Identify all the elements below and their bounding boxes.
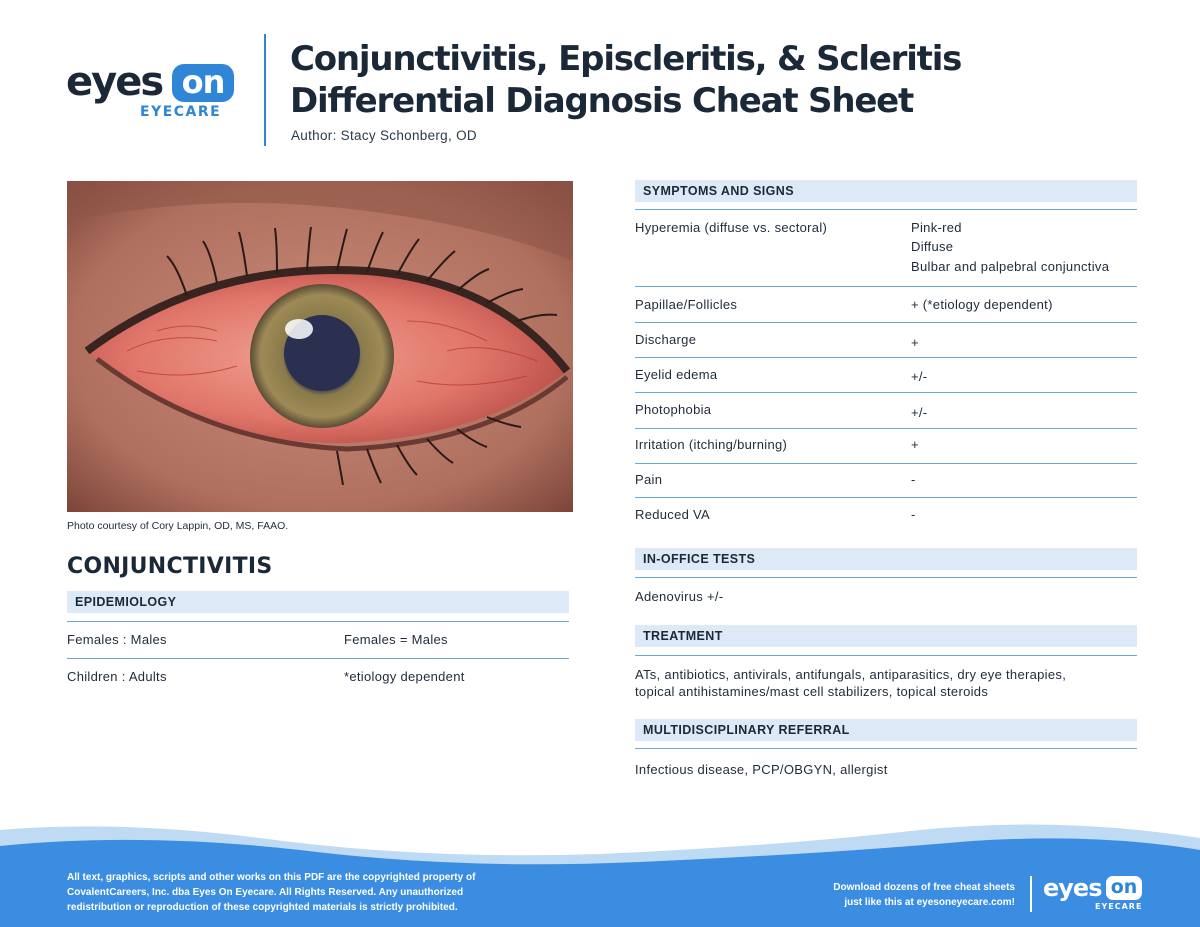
conjunctivitis-eye-photo [67,181,573,512]
epidemiology-value: Females = Males [344,632,448,647]
symptom-label: Photophobia [635,402,712,417]
section-title: CONJUNCTIVITIS [67,554,273,579]
header-divider [264,34,266,146]
divider [635,209,1137,210]
footer-logo-word: eyes [1043,874,1102,902]
eyes-on-eyecare-logo [66,59,236,122]
symptom-value: +/- [911,369,928,384]
logo-badge: on [172,64,234,102]
referral-heading: MULTIDISCIPLINARY REFERRAL [635,719,1137,741]
title-line-1: Conjunctivitis, Episcleritis, & Scleritis [290,39,962,79]
symptoms-heading: SYMPTOMS AND SIGNS [635,180,1137,202]
symptom-label: Irritation (itching/burning) [635,437,788,452]
symptom-value: + [911,335,919,350]
symptom-value: - [911,507,916,522]
legal-line-1: All text, graphics, scripts and other works on this PDF are the copyrighted property of [67,872,476,883]
symptom-label: Reduced VA [635,507,711,522]
page-title [290,38,1150,122]
divider [635,322,1137,323]
symptom-label: Hyperemia (diffuse vs. sectoral) [635,220,828,235]
divider [635,392,1137,393]
symptom-label: Eyelid edema [635,367,718,382]
divider [67,658,569,659]
logo-word: eyes [66,59,163,105]
author-line: Author: Stacy Schonberg, OD [291,128,477,143]
epidemiology-heading: EPIDEMIOLOGY [67,591,569,613]
divider [635,286,1137,287]
treatment-line-2: topical antihistamines/mast cell stabilizers, topical steroids [635,684,989,699]
symptom-value: - [911,472,916,487]
symptom-value: + (*etiology dependent) [911,297,1053,312]
symptom-value: +/- [911,405,928,420]
footer-logo-subtitle: EYECARE [1095,902,1143,911]
legal-line-3: redistribution or reproduction of these copyrighted materials is strictly prohibited. [67,902,458,913]
epidemiology-label: Females : Males [67,632,167,647]
footer-divider [1030,876,1032,912]
epidemiology-label: Children : Adults [67,669,167,684]
symptom-value: + [911,437,919,452]
symptom-label: Discharge [635,332,697,347]
divider [635,497,1137,498]
footer-logo-badge: on [1106,876,1142,900]
symptom-label: Papillae/Follicles [635,297,738,312]
legal-line-2: CovalentCareers, Inc. dba Eyes On Eyecare. All Rights Reserved. Any unauthorized [67,887,464,898]
treatment-line-1: ATs, antibiotics, antivirals, antifungals, antiparasitics, dry eye therapies, [635,667,1067,682]
referral-text: Infectious disease, PCP/OBGYN, allergist [635,762,888,777]
divider [635,577,1137,578]
symptom-label: Pain [635,472,663,487]
divider [635,357,1137,358]
treatment-heading: TREATMENT [635,625,1137,647]
divider [635,463,1137,464]
download-line-1: Download dozens of free cheat sheets [833,882,1015,893]
epidemiology-value: *etiology dependent [344,669,465,684]
in-office-tests-text: Adenovirus +/- [635,589,724,604]
download-line-2[interactable]: just like this at eyesoneyecare.com! [844,897,1015,908]
symptom-value: Bulbar and palpebral conjunctiva [911,259,1110,274]
download-promo[interactable] [790,880,1015,910]
symptom-value: Diffuse [911,239,954,254]
photo-caption: Photo courtesy of Cory Lappin, OD, MS, FAAO. [67,520,289,532]
in-office-tests-heading: IN-OFFICE TESTS [635,548,1137,570]
divider [635,748,1137,749]
divider [635,655,1137,656]
copyright-notice [67,870,507,915]
logo-subtitle: EYECARE [140,104,222,120]
symptom-value: Pink-red [911,220,962,235]
footer-logo [1043,876,1143,916]
title-line-2: Differential Diagnosis Cheat Sheet [290,81,914,121]
divider [635,428,1137,429]
divider [67,621,569,622]
